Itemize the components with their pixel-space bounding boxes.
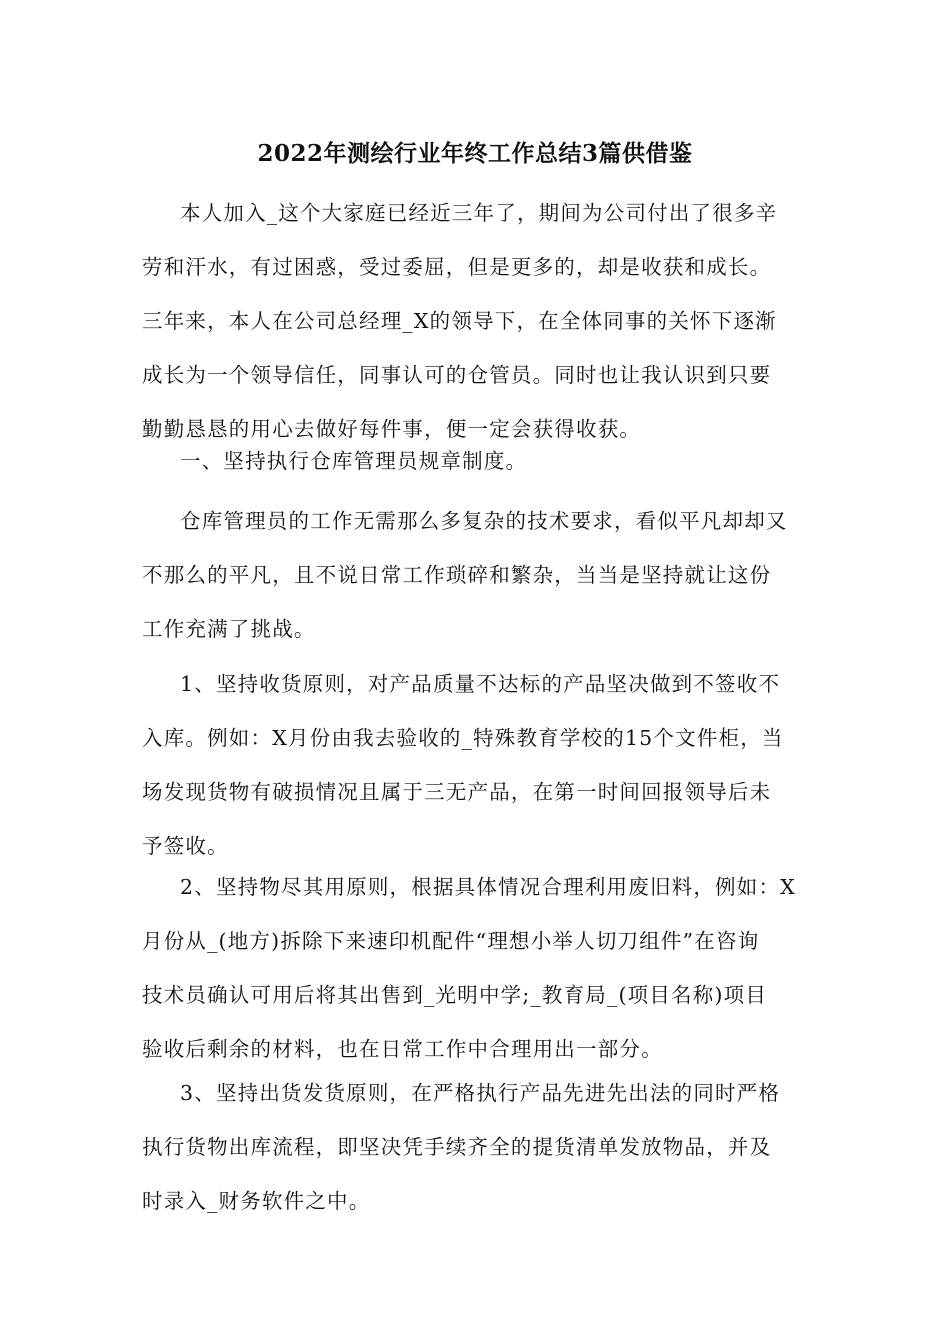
text-line: 验收后剩余的材料，也在日常工作中合理用出一部分。 [142, 1037, 663, 1061]
text-line: 1、坚持收货原则，对产品质量不达标的产品坚决做到不签收不 [180, 672, 781, 696]
document-title: 2022年测绘行业年终工作总结3篇供借鉴 [257, 140, 693, 167]
text-line: 一、坚持执行仓库管理员规章制度。 [180, 449, 528, 473]
text-line: 三年来，本人在公司总经理_X的领导下，在全体同事的关怀下逐渐 [142, 309, 777, 333]
text-line: 技术员确认可用后将其出售到_光明中学;_教育局_(项目名称)项目 [142, 983, 768, 1007]
text-line: 2、坚持物尽其用原则，根据具体情况合理利用废旧料，例如：X [180, 875, 796, 899]
text-line: 时录入_财务软件之中。 [142, 1189, 371, 1213]
text-line: 场发现货物有破损情况且属于三无产品，在第一时间回报领导后未 [142, 780, 772, 804]
paragraph-intro [142, 186, 802, 456]
text-line: 成长为一个领导信任，同事认可的仓管员。同时也让我认识到只要 [142, 363, 772, 387]
text-line: 入库。例如：X月份由我去验收的_特殊教育学校的15个文件柜，当 [142, 726, 784, 750]
paragraph-shipping-principle [142, 1066, 802, 1228]
paragraph-warehouse-work [142, 494, 802, 656]
section-heading [142, 434, 802, 488]
text-line: 月份从_(地方)拆除下来速印机配件“理想小举人切刀组件”在咨询 [142, 929, 760, 953]
text-line: 勤勤恳恳的用心去做好每件事，便一定会获得收获。 [142, 417, 642, 441]
text-line: 执行货物出库流程，即坚决凭手续齐全的提货清单发放物品，并及 [142, 1135, 772, 1159]
text-line: 本人加入_这个大家庭已经近三年了，期间为公司付出了很多辛 [180, 201, 778, 225]
text-line: 不那么的平凡，且不说日常工作琐碎和繁杂，当当是坚持就让这份 [142, 563, 772, 587]
text-line: 予签收。 [142, 834, 229, 858]
text-line: 3、坚持出货发货原则，在严格执行产品先进先出法的同时严格 [180, 1081, 781, 1105]
text-line: 工作充满了挑战。 [142, 617, 316, 641]
text-line: 仓库管理员的工作无需那么多复杂的技术要求，看似平凡却却又 [180, 509, 788, 533]
paragraph-receiving-principle [142, 657, 802, 873]
paragraph-reuse-principle [142, 860, 802, 1076]
text-line: 劳和汗水，有过困惑，受过委屈，但是更多的，却是收获和成长。 [142, 255, 772, 279]
